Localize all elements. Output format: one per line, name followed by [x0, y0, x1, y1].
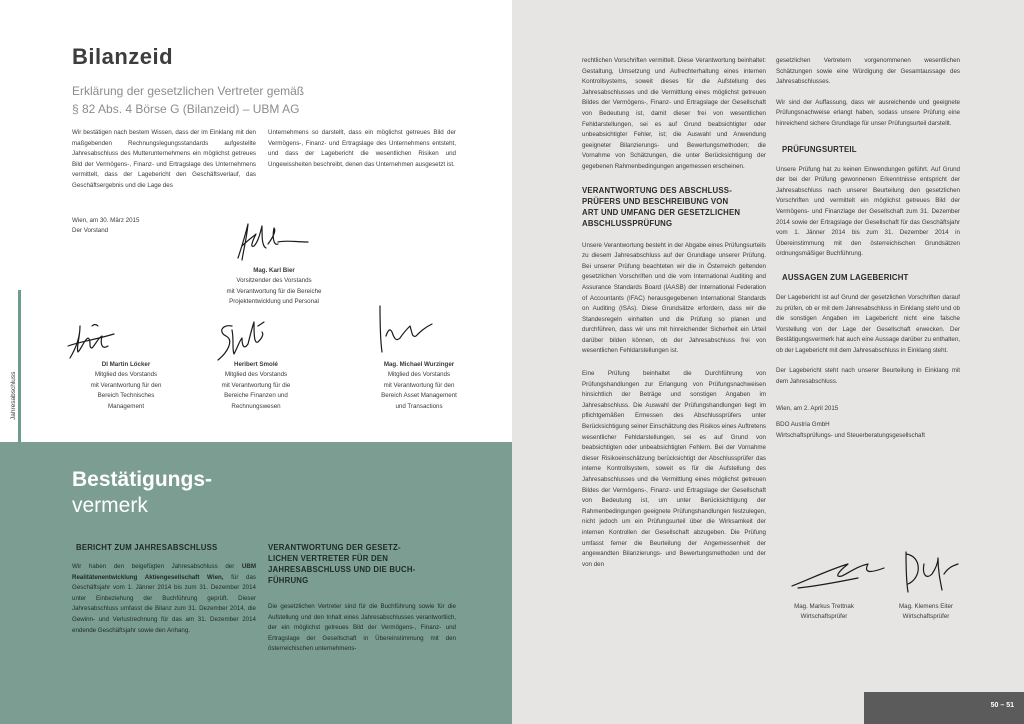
- auditor-name: Mag. Klemens Eiter: [899, 603, 953, 610]
- auditor-place-date: Wien, am 2. April 2015: [776, 404, 839, 412]
- heading-legal-responsibility: [268, 542, 458, 586]
- signatory-role: Mitglied des Vorstands: [224, 371, 288, 379]
- signatory-role: Vorsitzender des Vorstands: [236, 277, 312, 285]
- right-column-2: [776, 56, 960, 441]
- heading-line: FÜHRUNG: [268, 576, 309, 585]
- opinion-paragraph: Unsere Prüfung hat zu keinen Einwendungen geführt. Auf Grund der bei der Prüfung gewonnenen Erkenntnisse entspricht der Jahresabschluss nach unserer Beurteilung den gesetzlichen Vorschriften und vermittelt ein möglichst getreues Bild der Vermögens- und Finanzlage der Gesellschaft zum 31. Dezember 2014 sowie der Ertragslage der Gesellschaft für das Geschäftsjahr vom 1. Jänner 2014 bis zum 31. Dezember 2014 in Übereinstimmung mit den österreichischen Grundsätzen ordnungsmäßiger Buchführung.: [776, 165, 960, 258]
- signature-heribert-smole: [214, 318, 270, 366]
- signatory-loecker: [56, 360, 196, 412]
- intro-paragraph-2: Unternehmens so darstellt, dass ein möglichst getreues Bild der Vermögens-, Finanz- und Ertragslage des Unternehmens entsteht, und dass der Lagebericht die wesentlichen Risiken und Ungewissheiten beschreibt, denen das Unternehmen ausgesetzt ist.: [268, 129, 456, 168]
- signatory-name: Mag. Karl Bier: [253, 267, 295, 274]
- signatory-role: Projektentwicklung und Personal: [229, 298, 319, 306]
- signatory-role: mit Verantwortung für den: [383, 381, 455, 389]
- right-column-1: [582, 56, 766, 570]
- auditor-paragraph-2: Eine Prüfung beinhaltet die Durchführung von Prüfungshandlungen zur Erlangung von Prüfungsnachweisen hinsichtlich der Beträge und sonstigen Angaben im Jahresabschluss. Die Auswahl der Prüfungshandlungen liegt im pflichtgemäßen Ermessen des Abschlussprüfers unter Berücksichtigung seiner Einschätzung des Risikos eines Auftretens wesentlicher Fehldarstellungen, sei es auf Grund von beabsichtigten oder unbeabsichtigten Fehlern. Bei der Vornahme dieser Risikoeinschätzung berücksichtigt der Abschlussprüfer das interne Kontrollsystem, soweit es für die Aufstellung des Jahresabschlusses und die Vermittlung eines möglichst getreuen Bildes der Vermögens-, Finanz- und Ertragslage der Gesellschaft von Bedeutung ist, um unter Berücksichtigung der Rahmenbedingungen geeignete Prüfungshandlungen festzulegen, nicht jedoch um ein Prüfungsurteil über die Wirksamkeit der internen Kontrollen der Gesellschaft abzugeben. Die Prüfung umfasst ferner die Beurteilung der Angemessenheit der angewandten Bilanzierungs- und Bewertungsmethoden und der von den: [582, 370, 767, 568]
- signatory-role: mit Verantwortung für den: [90, 381, 162, 389]
- signatory-wurzinger: [354, 360, 484, 412]
- signatory-name: DI Martin Löcker: [101, 361, 151, 368]
- signatory-role: mit Verantwortung für die: [221, 381, 291, 389]
- section-marker-bar: [18, 290, 21, 442]
- signatory-role: Mitglied des Vorstands: [94, 371, 158, 379]
- heading-line: ABSCHLUSSPRÜFUNG: [582, 218, 673, 228]
- place-date: Wien, am 30. März 2015: [72, 217, 140, 224]
- signatory-role: Mitglied des Vorstands: [387, 371, 451, 379]
- report-text-post: für das Geschäftsjahr vom 1. Jänner 2014 bis zum 31. Dezember 2014 unter Einbeziehung der Buchführung geprüft. Dieser Jahresabschluss umfasst die Bilanz zum 31. Dezember 2014, die Gewinn- und Verlustrechnung für das am 31. Dezember 2014 endende Geschäftsjahr sowie den Anhang.: [72, 573, 257, 634]
- heading-line: VERANTWORTUNG DES ABSCHLUSS-: [582, 185, 732, 195]
- auditor-paragraph-1: Unsere Verantwortung besteht in der Abgabe eines Prüfungsurteils zu diesem Jahresabschluss auf der Grundlage unserer Prüfung. Bei unserer Prüfung beachteten wir die in Österreich geltenden gesetzlichen Vorschriften und die vom International Auditing and Assurance Standards Board (IAASB) der International Federation of Accountants (IFAC) herausgegebenen International Standards on Auditing (ISAs). Diese Grundsätze erfordern, dass wir die Standesregeln einhalten und die Prüfung so planen und durchführen, dass wir uns mit hinreichender Sicherheit ein Urteil darüber bilden können, ob der Jahresabschluss frei von wesentlichen Fehldarstellungen ist.: [582, 241, 766, 355]
- report-paragraph: [72, 562, 256, 636]
- signatory-role: Bereich Technisches: [97, 392, 155, 400]
- subtitle-line-1: Erklärung der gesetzlichen Vertreter gemäß: [72, 84, 305, 98]
- report-text-pre: Wir haben den beigefügten Jahresabschluss der: [72, 563, 242, 570]
- heading-management-report: AUSSAGEN ZUM LAGEBERICHT: [782, 272, 909, 282]
- page-number: 50 – 51: [990, 702, 1014, 709]
- signatory-smole: [196, 360, 316, 412]
- heading-report: BERICHT ZUM JAHRESABSCHLUSS: [76, 543, 218, 552]
- heading-line: VERANTWORTUNG DER GESETZ-: [268, 543, 401, 552]
- signatory-role: Bereiche Finanzen und: [224, 392, 288, 400]
- signature-markus-trettnak: [788, 556, 888, 592]
- firm-description: Wirtschaftsprüfungs- und Steuerberatungsgesellschaft: [776, 431, 925, 439]
- legal-responsibility-paragraph: Die gesetzlichen Vertreter sind für die Buchführung sowie für die Aufstellung und den Inhalt eines Jahresabschlusses verantwortlich, der ein möglichst getreues Bild der Vermögens-, Finanz- und Ertragslage der Gesellschaft in Übereinstimmung mit den österreichischen unternehmens-: [268, 603, 456, 653]
- intro-paragraph-1: Wir bestätigen nach bestem Wissen, dass der im Einklang mit den maßgebenden Rechnungslegungsstandards aufgestellte Jahresabschluss des Mutterunternehmens ein möglichst getreues Bild der Vermögens-, Finanz- und Ertragslage des Unternehmens vermittelt, dass der Lagebericht den Geschäftsverlauf, das Geschäftsergebnis und die Lage des: [72, 129, 256, 189]
- estimates-paragraph: gesetzlichen Vertretern vorgenommenen wesentlichen Schätzungen sowie eine Würdigung der Gesamtaussage des Jahresabschlusses.: [776, 57, 960, 86]
- signatory-role: Management: [107, 402, 145, 410]
- right-page: [512, 0, 1024, 724]
- signatory-bier: [176, 266, 372, 308]
- signature-martin-loecker: [66, 318, 118, 364]
- signatory-role: Rechnungswesen: [231, 402, 281, 410]
- heading-line: ART UND UMFANG DER GESETZLICHEN: [582, 207, 741, 217]
- page-number-tab: [864, 692, 1024, 724]
- auditor-role: Wirtschaftsprüfer: [800, 613, 848, 621]
- heading-line: JAHRESABSCHLUSS UND DIE BUCH-: [268, 565, 416, 574]
- signatory-name: Heribert Smolé: [233, 361, 278, 368]
- signatory-role: Bereich Asset Management: [381, 392, 457, 400]
- signature-karl-bier: [232, 218, 312, 264]
- heading-auditor-responsibility: [582, 185, 766, 229]
- signature-klemens-eiter: [892, 544, 964, 598]
- board-label: Der Vorstand: [72, 227, 109, 234]
- page-title: Bilanzeid: [72, 44, 174, 69]
- heading-line: PRÜFERS UND BESCHREIBUNG VON: [582, 196, 729, 206]
- heading-opinion: PRÜFUNGSURTEIL: [782, 144, 857, 154]
- auditor-name: Mag. Markus Trettnak: [794, 603, 854, 610]
- responsibility-continued: rechtlichen Vorschriften vermittelt. Diese Verantwortung beinhaltet: Gestaltung, Umsetzung und Aufrechterhaltung eines internen Kontrollsystems, soweit dieses für die Aufstellung des Jahresabschlusses und die Vermittlung eines möglichst getreuen Bildes der Vermögens-, Finanz- und Ertragslage der Gesellschaft von Bedeutung ist, damit dieser frei von wesentlichen Fehldarstellungen, sei es auf Grund beabsichtigter oder unbeabsichtigter Fehler, ist; die Auswahl und Anwendung geeigneter Bilanzierungs- und Bewertungsmethoden; die Vornahme von Schätzungen, die unter Berücksichtigung der gegebenen Rahmenbedingungen angemessen erscheinen.: [582, 57, 766, 170]
- auditor-eiter: [876, 602, 976, 623]
- management-report-paragraph: Der Lagebericht ist auf Grund der gesetzlichen Vorschriften darauf zu prüfen, ob er mit dem Jahresabschluss in Einklang steht und ob die sonstigen Angaben im Lagebericht nicht eine falsche Vorstellung von der Lage der Gesellschaft erwecken. Der Bestätigungsvermerk hat auch eine Aussage darüber zu enthalten, ob der Lagebericht mit dem Jahresabschluss in Einklang steht.: [776, 293, 960, 354]
- section-title-line-1: Bestätigungs-: [72, 468, 213, 491]
- signatory-role: mit Verantwortung für die Bereiche: [226, 287, 322, 295]
- section-side-label: Jahresabschluss: [10, 371, 17, 420]
- signature-michael-wurzinger: [372, 302, 436, 358]
- management-report-conclusion: Der Lagebericht steht nach unserer Beurteilung in Einklang mit dem Jahresabschluss.: [776, 367, 960, 386]
- signatory-name: Mag. Michael Wurzinger: [383, 361, 455, 368]
- report-company: UBM Realitätenentwicklung Aktiengesellschaft Wien,: [72, 563, 256, 581]
- signatory-role: und Transactions: [395, 402, 443, 410]
- subtitle-line-2: § 82 Abs. 4 Börse G (Bilanzeid) – UBM AG: [72, 102, 300, 116]
- heading-line: LICHEN VERTRETER FÜR DEN: [268, 554, 389, 563]
- evidence-paragraph: Wir sind der Auffassung, dass wir ausreichende und geeignete Prüfungsnachweise erlangt haben, sodass unsere Prüfung eine hinreichend sichere Grundlage für unser Prüfungsurteil darstellt.: [776, 98, 960, 127]
- firm-name: BDO Austria GmbH: [776, 421, 830, 429]
- auditor-trettnak: [774, 602, 874, 623]
- page-subtitle: [72, 82, 412, 118]
- section-title-line-2: vermerk: [72, 494, 148, 517]
- audit-opinion-section: [0, 442, 512, 724]
- auditor-role: Wirtschaftsprüfer: [902, 613, 950, 621]
